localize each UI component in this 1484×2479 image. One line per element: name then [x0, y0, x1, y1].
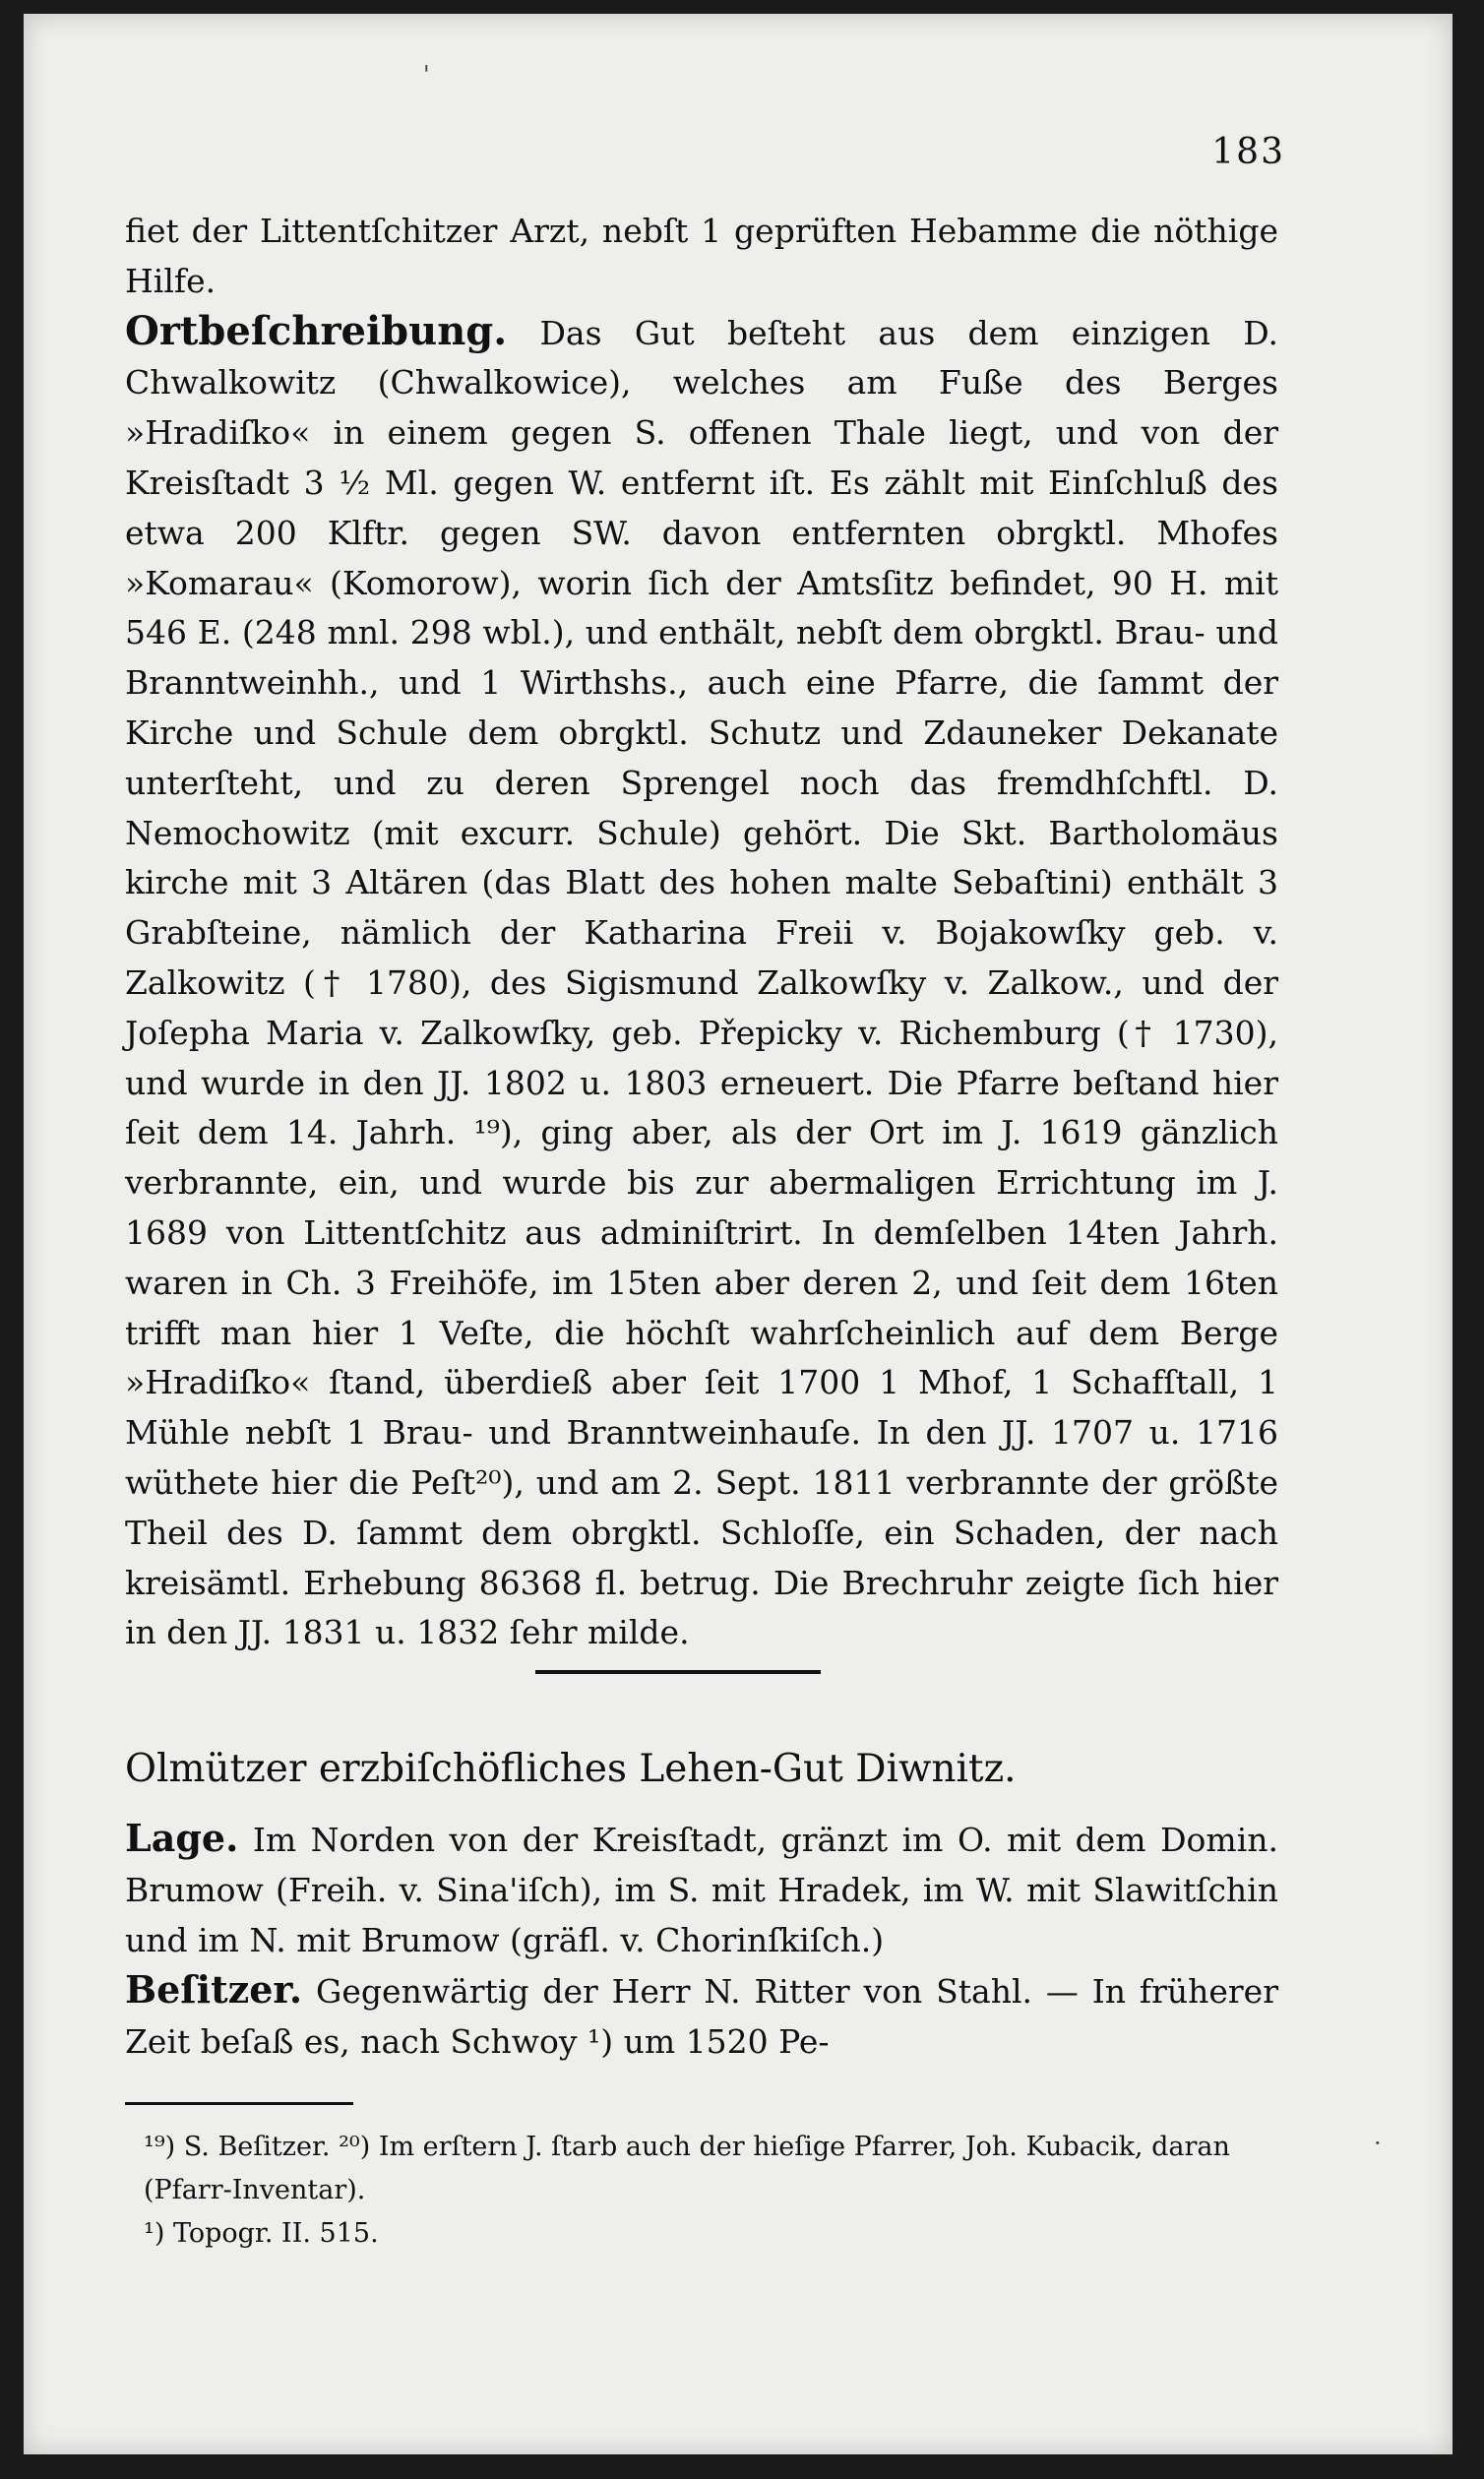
- footnote: ¹⁹) S. Beſitzer. ²⁰) Im erſtern J. ſtarb auch der hieſige Pfarrer, Joh. Kubacik, daran (Pfarr-Inventar).: [144, 2132, 1230, 2205]
- paragraph-ortbeschreibung: [125, 307, 1278, 1659]
- section-text-block: [125, 1814, 1278, 2068]
- lead-heading-besitzer: Beſitzer.: [125, 1967, 303, 2013]
- book-page: [24, 14, 1453, 2454]
- paragraph-text: Gegenwärtig der Herr N. Ritter von Stahl. — In früherer Zeit beſaß es, nach Schwoy ¹) um 1520 Pe-: [125, 1972, 1278, 2062]
- paragraph-besitzer: [125, 1965, 1278, 2068]
- footnote-rule: [125, 2102, 353, 2105]
- paragraph-lage: [125, 1814, 1278, 1965]
- paragraph-text: Im Norden von der Kreisſtadt, gränzt im O. mit dem Domin. Brumow (Freih. v. Sina'iſch), im S. mit Hradek, im W. mit Slawitſchin und im N. mit Brumow (gräfl. v. Chorinſkiſch.): [125, 1821, 1278, 1959]
- print-speck: ': [423, 61, 430, 89]
- section-heading: Olmützer erzbiſchöfliches Lehen-Gut Diwnitz.: [125, 1747, 1017, 1791]
- footnotes: [144, 2126, 1275, 2256]
- section-divider: [535, 1670, 821, 1674]
- lead-heading-ortbeschreibung: Ortbeſchreibung.: [125, 307, 508, 354]
- paragraph-continuation: fiet der Littentſchitzer Arzt, nebſt 1 geprüften Hebamme die nöthige Hilfe.: [125, 212, 1278, 300]
- lead-heading-lage: Lage.: [125, 1816, 239, 1860]
- page-number: 183: [1211, 132, 1285, 172]
- print-speck: ·: [1374, 2130, 1382, 2157]
- main-text-block: [125, 207, 1278, 1658]
- paragraph-text: Das Gut beſteht aus dem einzigen D. Chwalkowitz (Chwalkowice), welches am Fuße des Berges »Hradiſko« in einem gegen S. offenen Thale liegt, und von der Kreisſtadt 3 ½ Ml. gegen W. entfernt iſt. Es zählt mit Einſchluß des etwa 200 Klftr. gegen SW. davon entfernten obrgktl. Mhofes »Komarau« (Komorow), worin ſich der Amtsſitz befindet, 90 H. mit 546 E. (248 mnl. 298 wbl.), und enthält, nebſt dem obrgktl. Brau- und Branntweinhh., und 1 Wirthshs., auch eine Pfarre, die ſammt der Kirche und Schule dem obrgktl. Schutz und Zdauneker Dekanate unterſteht, und zu deren Sprengel noch das fremdhſchftl. D. Nemochowitz (mit excurr. Schule) gehört. Die Skt. Bartholomäus kirche mit 3 Altären (das Blatt des hohen malte Sebaſtini) enthält 3 Grabſteine, nämlich der Katharina Freii v. Bojakowſky geb. v. Zalkowitz († 1780), des Sigismund Zalkowſky v. Zalkow., und der Joſepha Maria v. Zalkowſky, geb. Přepicky v. Richemburg († 1730), und wurde in den JJ. 1802 u. 1803 erneuert. Die Pfarre beſtand hier ſeit dem 14. Jahrh. ¹⁹), ging aber, als der Ort im J. 1619 gänzlich verbrannte, ein, und wurde bis zur abermaligen Errichtung im J. 1689 von Littentſchitz aus adminiſtrirt. In demſelben 14ten Jahrh. waren in Ch. 3 Freihöfe, im 15ten aber deren 2, und ſeit dem 16ten trifft man hier 1 Veſte, die höchſt wahrſcheinlich auf dem Berge »Hradiſko« ſtand, überdieß aber ſeit 1700 1 Mhof, 1 Schafſtall, 1 Mühle nebſt 1 Brau- und Branntweinhauſe. In den JJ. 1707 u. 1716 wüthete hier die Peſt²⁰), und am 2. Sept. 1811 verbrannte der größte Theil des D. ſammt dem obrgktl. Schloſſe, ein Schaden, der nach kreisämtl. Erhebung 86368 fl. betrug. Die Brechruhr zeigte ſich hier in den JJ. 1831 u. 1832 ſehr milde.: [125, 313, 1278, 1652]
- footnote: ¹) Topogr. II. 515.: [144, 2218, 379, 2249]
